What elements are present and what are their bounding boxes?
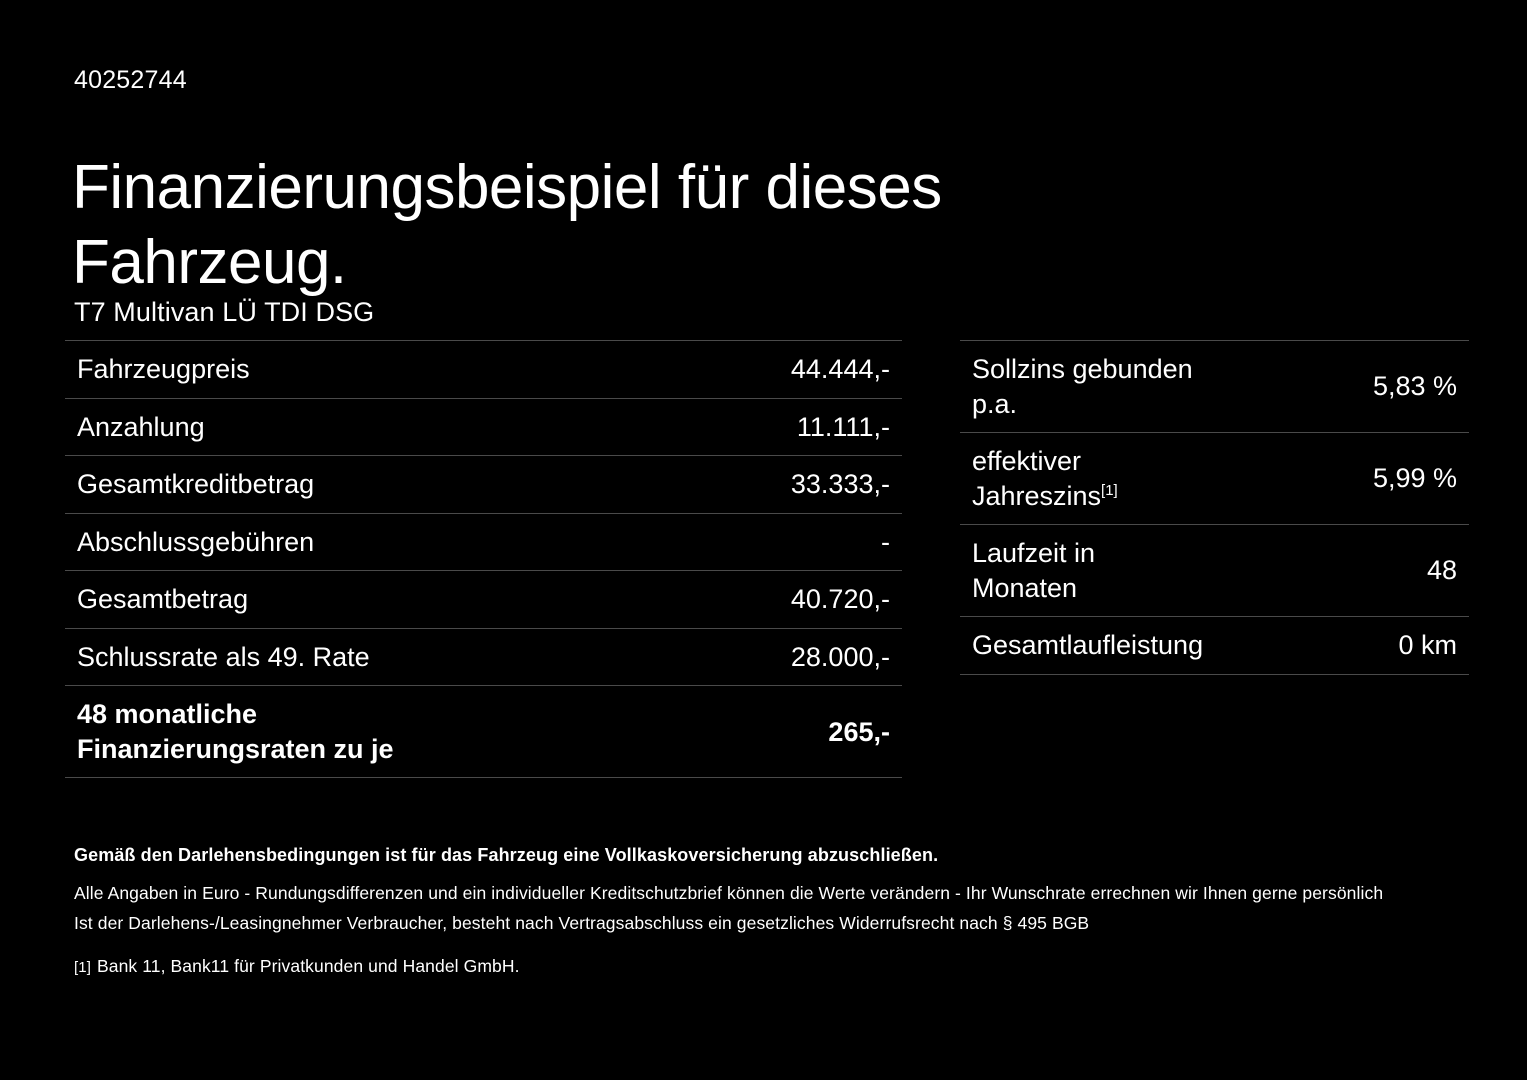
row-label	[960, 617, 1215, 675]
finance-table	[65, 340, 902, 778]
row-label-text: Gesamtlaufleistung	[971, 630, 1204, 661]
row-label-text: Laufzeit in Monaten	[971, 538, 1096, 603]
finance-table-wrapper	[65, 340, 902, 778]
row-label-text: effektiver Jahreszins	[971, 446, 1102, 511]
row-value: 265,-	[828, 716, 890, 747]
row-label	[960, 433, 1215, 525]
row-value: 40.720,-	[790, 584, 890, 615]
footnote-bank-reference	[74, 956, 1455, 977]
table-row-total	[65, 686, 902, 778]
footnote-line-1: Alle Angaben in Euro - Rundungsdifferenzen und ein individueller Kreditschutzbrief können die Werte verändern - Ihr Wunschrate errechnen wir Ihnen gerne persönlich	[74, 883, 1384, 903]
row-value: 33.333,-	[790, 469, 890, 500]
table-row	[65, 398, 902, 456]
row-value: 0 km	[1398, 630, 1457, 661]
table-row	[65, 571, 902, 629]
row-value: -	[880, 526, 890, 557]
row-value: 11.111,-	[796, 411, 890, 442]
table-row	[65, 513, 902, 571]
row-label	[960, 341, 1215, 433]
footnotes-section	[74, 845, 1455, 977]
row-value: 28.000,-	[790, 641, 890, 672]
table-row	[960, 433, 1469, 525]
row-label: Gesamtkreditbetrag	[77, 469, 315, 500]
row-value: 5,99 %	[1372, 463, 1457, 494]
reference-number: 40252744	[74, 66, 187, 94]
row-label-text: Sollzins gebunden p.a.	[971, 354, 1193, 419]
footnote-insurance-notice: Gemäß den Darlehensbedingungen ist für das Fahrzeug eine Vollkaskoversicherung abzuschließen.	[74, 845, 939, 865]
vehicle-model-name: T7 Multivan LÜ TDI DSG	[74, 297, 375, 327]
terms-table-wrapper	[960, 340, 1469, 675]
row-label: Gesamtbetrag	[77, 584, 249, 615]
table-row	[960, 341, 1469, 433]
tables-container	[65, 340, 1469, 778]
table-row	[65, 456, 902, 514]
row-label: 48 monatliche Finanzierungsraten zu je	[77, 699, 394, 764]
row-value: 48	[1426, 555, 1457, 586]
row-label: Schlussrate als 49. Rate	[77, 641, 370, 672]
row-label: Fahrzeugpreis	[77, 354, 250, 384]
footnote-reference-text: Bank 11, Bank11 für Privatkunden und Handel GmbH.	[96, 956, 520, 976]
row-label	[960, 525, 1215, 617]
row-value: 5,83 %	[1372, 371, 1457, 402]
footnote-marker: [1]	[1101, 481, 1118, 499]
row-value: 44.444,-	[790, 354, 890, 384]
table-row	[65, 341, 902, 399]
table-row	[65, 628, 902, 686]
table-row	[960, 617, 1469, 675]
page-title: Finanzierungsbeispiel für dieses Fahrzeug.	[72, 152, 942, 298]
table-row	[960, 525, 1469, 617]
footnote-marker: [1]	[74, 959, 91, 976]
terms-table	[960, 340, 1469, 675]
footnote-line-2: Ist der Darlehens-/Leasingnehmer Verbraucher, besteht nach Vertragsabschluss ein gesetzliches Widerrufsrecht nach § 495 BGB	[74, 913, 1090, 933]
row-label: Anzahlung	[77, 411, 205, 442]
row-label: Abschlussgebühren	[77, 526, 315, 557]
